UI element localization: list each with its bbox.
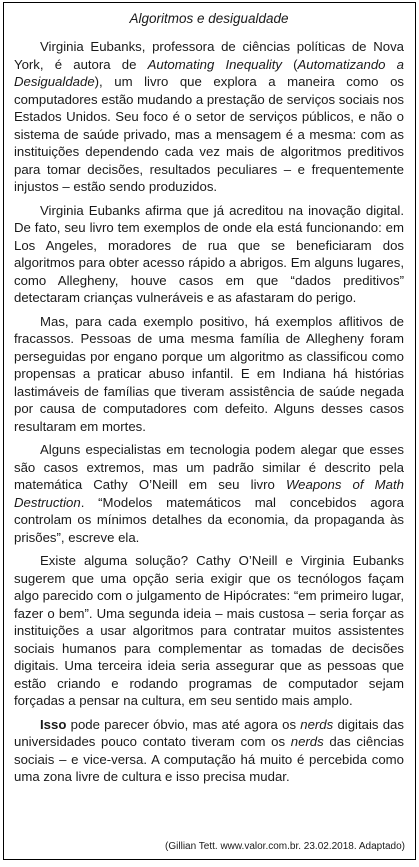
paragraph-1 — [14, 38, 404, 196]
paragraph-6-text-b: digitais das universidades pouco contato tiveram com os — [14, 716, 404, 749]
paragraph-2: Virginia Eubanks afirma que já acreditou na inovação digital. De fato, seu livro tem exemplos de onde ela está funcionando: em Los Angeles, moradores de rua que se beneficiaram dos algoritmos para obter acesso rápido a abrigos. Em alguns lugares, como Allegheny, houve casos em que “dados preditivos” detectaram crianças vulneráveis e as afastaram do perigo. — [14, 202, 404, 305]
paragraph-1-text-a: Virginia Eubanks, professora de ciências políticas de Nova York, é autora de — [14, 39, 404, 72]
paragraph-4 — [14, 441, 404, 546]
article-title: Algoritmos e desigualdade — [129, 11, 289, 26]
source-citation: (Gillian Tett. www.valor.com.br. 23.02.2018. Adaptado) — [165, 841, 405, 852]
paragraph-4-text-b: . “Modelos matemáticos mal concebidos agora controlam os mínimos detalhes da economia, da propaganda às prisões”, escreve ela. — [14, 494, 404, 545]
book-title-weapons-of-math-destruction: Weapons of Math Destruction — [14, 477, 404, 510]
italic-word-nerds-1: nerds — [300, 716, 334, 732]
bold-lead-word: Isso — [40, 716, 67, 732]
paragraph-6-text-c: das ciências sociais – e vice-versa. A computação há muito é percebida como uma zona livre de cultura e isso precisa mudar. — [14, 734, 405, 784]
paragraph-3: Mas, para cada exemplo positivo, há exemplos aflitivos de fracassos. Pessoas de uma mesma família de Allegheny foram perseguidas por engano porque um algoritmo as classificou como propensas a praticar abuso infantil. E em Indiana há histórias lastimáveis de famílias que tiveram assistência de saúde negada por causa de computadores com defeito. Alguns desses casos resultaram em mortes. — [14, 313, 404, 434]
text-frame — [3, 2, 416, 860]
book-title-translation: Automatizando a Desigualdade — [14, 56, 404, 89]
paragraph-5: Existe alguma solução? Cathy O’Neill e Virginia Eubanks sugerem que uma opção seria exigir que os tecnólogos façam algo parecido com o julgamento de Hipócrates: “em primeiro lugar, fazer o bem”. Uma segunda ideia – mais custosa – seria forçar as instituições a usar algoritmos para contratar muitos assistentes sociais humanos para complementar as tomadas de decisões digitais. Uma terceira ideia seria assegurar que as pessoas que estão criando e rodando programas de computador sejam forçadas a pensar na cultura, em seu sentido mais amplo. — [14, 553, 404, 708]
paragraph-6-text-a: pode parecer óbvio, mas até agora os — [66, 716, 301, 732]
italic-word-nerds-2: nerds — [290, 734, 324, 749]
paragraph-4-text-a: Alguns especialistas em tecnologia podem alegar que esses são casos extremos, mas um padrão similar é descrito pela matemática Cathy O’Neill em seu livro — [14, 442, 404, 492]
paragraph-1-text-c: ), um livro que explora a maneira como os computadores estão mudando a prestação de serviços sociais nos Estados Unidos. Seu foco é o setor de serviços públicos, e não o sistema de saúde privado, mas a mensagem é a mesma: com as instituições dependendo cada vez mais de algoritmos preditivos para tomar decisões, resultados peculiares – e frequentemente injustos – estão sendo produzidos. — [14, 74, 404, 194]
paragraph-1-text-b: ( — [281, 56, 298, 72]
paragraph-6 — [14, 716, 404, 786]
book-title-automating-inequality: Automating Inequality — [147, 56, 282, 72]
